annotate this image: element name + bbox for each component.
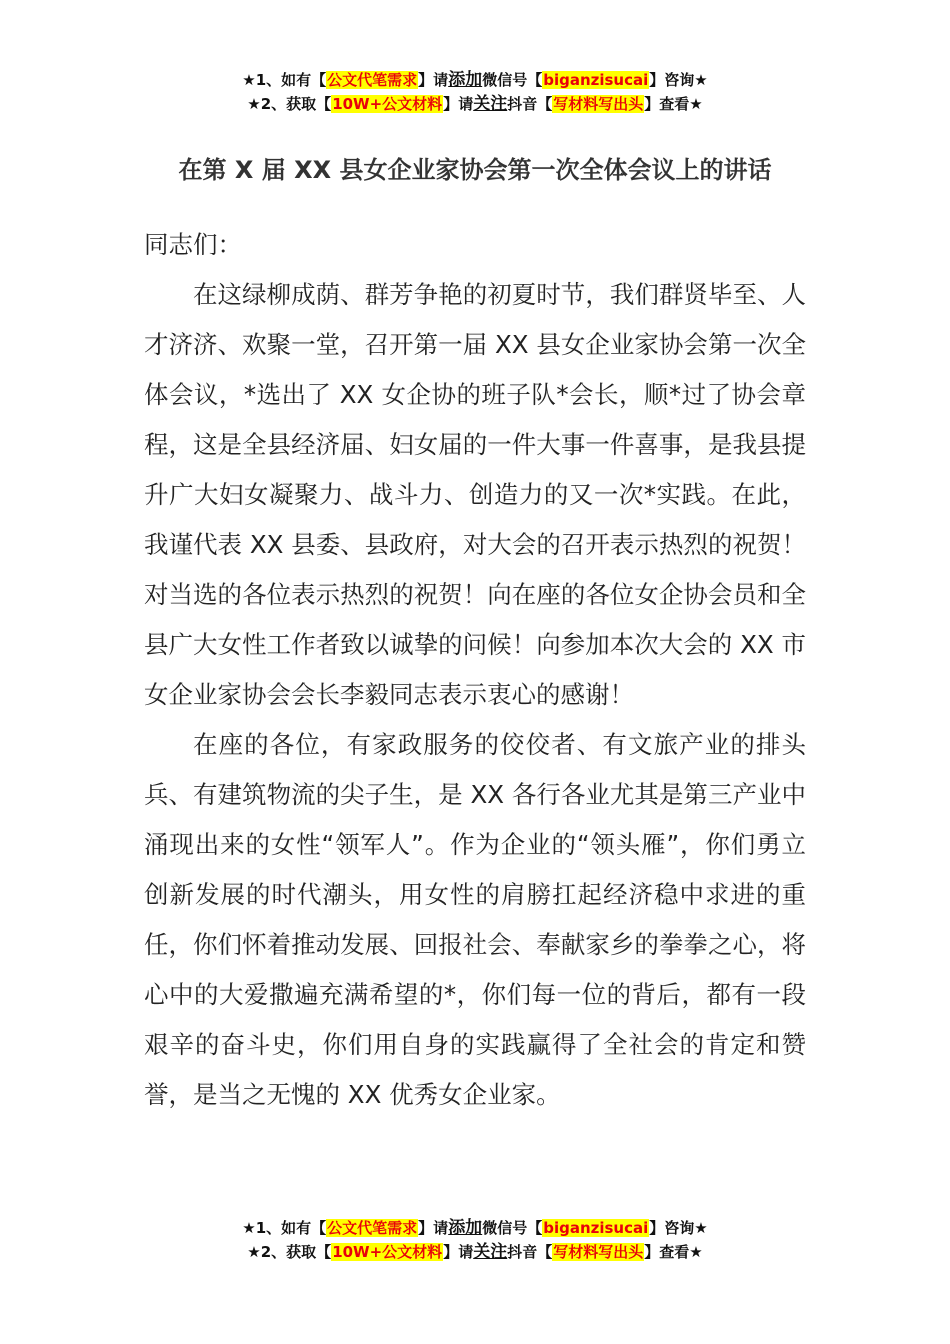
- promo-line-2: [0, 1240, 950, 1264]
- promo-text: 】查看★: [644, 1243, 703, 1261]
- promo-text: ★2、获取【: [247, 95, 332, 113]
- greeting: 同志们：: [144, 230, 242, 259]
- promo-highlight: 写材料写出头: [553, 95, 644, 113]
- promo-text: 】查看★: [644, 95, 703, 113]
- document-title: 在第 X 届 XX 县女企业家协会第一次全体会议上的讲话: [178, 156, 772, 184]
- promo-text: 】请: [418, 71, 449, 89]
- promo-text: 抖音【: [507, 95, 553, 113]
- promo-text: 】请: [443, 95, 474, 113]
- promo-emphasis: 添加: [448, 1218, 483, 1238]
- promo-highlight: 公文代笔需求: [327, 1219, 418, 1237]
- header-promo-banner: [0, 68, 950, 116]
- promo-text: 抖音【: [507, 1243, 553, 1261]
- promo-highlight: biganzisucai: [543, 1219, 649, 1237]
- promo-text: 微信号【: [482, 1219, 543, 1237]
- promo-text: 】咨询★: [649, 1219, 708, 1237]
- promo-line-1: [0, 68, 950, 92]
- document-body: [144, 220, 806, 1120]
- footer-promo-banner: [0, 1216, 950, 1264]
- promo-emphasis: 关注: [473, 94, 508, 114]
- promo-highlight: 10W+公文材料: [332, 1243, 443, 1261]
- promo-text: ★1、如有【: [242, 71, 327, 89]
- promo-text: 】请: [443, 1243, 474, 1261]
- promo-highlight: 10W+公文材料: [332, 95, 443, 113]
- paragraph: 在这绿柳成荫、群芳争艳的初夏时节，我们群贤毕至、人才济济、欢聚一堂，召开第一届 XX 县女企业家协会第一次全体会议，*选出了 XX 女企协的班子队*会长，顺*过了协会章程，这是全县经济届、妇女届的一件大事一件喜事，是我县提升广大妇女凝聚力、战斗力、创造力的又一次*实践。在此，我谨代表 XX 县委、县政府，对大会的召开表示热烈的祝贺！对当选的各位表示热烈的祝贺！向在座的各位女企协会员和全县广大女性工作者致以诚挚的问候！向参加本次大会的 XX 市女企业家协会会长李毅同志表示衷心的感谢！: [144, 280, 806, 709]
- promo-emphasis: 添加: [448, 70, 483, 90]
- promo-highlight: biganzisucai: [543, 71, 649, 89]
- promo-text: 】请: [418, 1219, 449, 1237]
- promo-highlight: 公文代笔需求: [327, 71, 418, 89]
- paragraph: 在座的各位，有家政服务的佼佼者、有文旅产业的排头兵、有建筑物流的尖子生，是 XX 各行各业尤其是第三产业中涌现出来的女性“领军人”。作为企业的“领头雁”，你们勇立创新发展的时代潮头，用女性的肩膀扛起经济稳中求进的重任，你们怀着推动发展、回报社会、奉献家乡的拳拳之心，将心中的大爱撒遍充满希望的*，你们每一位的背后，都有一段艰辛的奋斗史，你们用自身的实践赢得了全社会的肯定和赞誉，是当之无愧的 XX 优秀女企业家。: [144, 730, 806, 1109]
- promo-line-2: [0, 92, 950, 116]
- promo-line-1: [0, 1216, 950, 1240]
- promo-highlight: 写材料写出头: [553, 1243, 644, 1261]
- promo-text: ★2、获取【: [247, 1243, 332, 1261]
- promo-text: 微信号【: [482, 71, 543, 89]
- promo-emphasis: 关注: [473, 1242, 508, 1262]
- promo-text: 】咨询★: [649, 71, 708, 89]
- promo-text: ★1、如有【: [242, 1219, 327, 1237]
